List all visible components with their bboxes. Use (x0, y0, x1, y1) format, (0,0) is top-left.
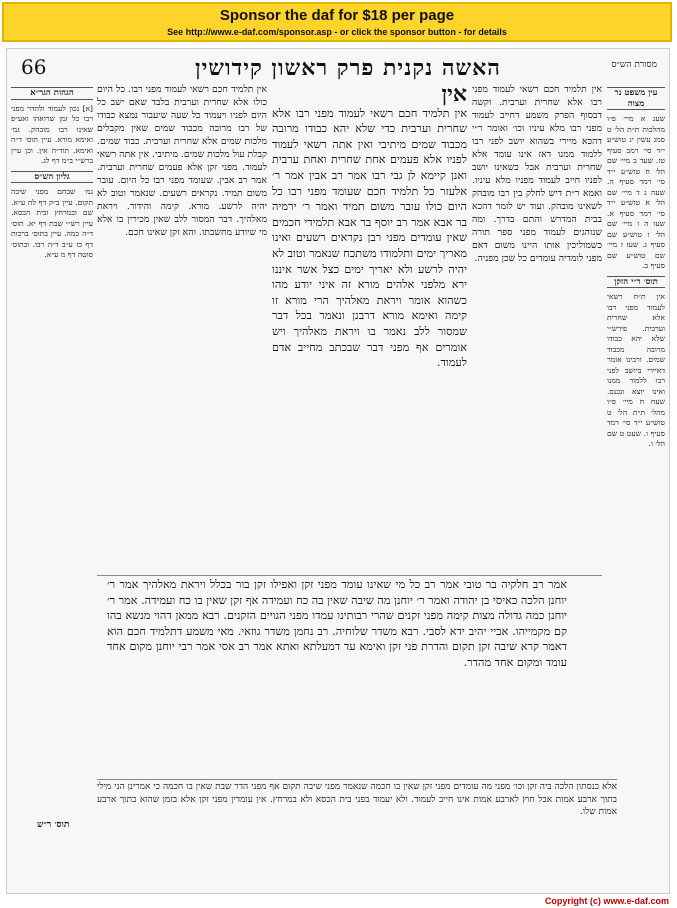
tosafot-rash-label: תוס׳ ר״ש (37, 820, 70, 830)
gemara-top-text: אין תלמיד חכם רשאי לעמוד מפני רבו אלא שחרית וערבית כדי שלא יהא כבודו מרובה מכבוד שמים מיתיבי ואין אתה רשאי לעמוד לפניו אלא פעמים אחת שחרית ואחת ערבית ואנן קיימא לן גבי רבו אמר רב אבין אמר ר׳ אלעזר כל תלמיד חכם שעומד מפני רבו כל היום כולו עובר משום תמיד ואמר ר׳ ירמיה בר אבא אמר רב יוסף בר אבא תלמידי חכמים שאין עומדים מפני רבן נקראים רשעים ואינו מאריך ימים ותלמודו משתכח שנאמר וטוב לא יהיה לרשע ולא יאריך ימים כצל אשר איננו ירא מלפני אלהים מורא זה איני יודע מהו כשהוא אומר ויראת מאלהיך הרי מורא זו קימה ואימא מורא דרבנן ונאמר בכל דבר שמסור ללב נאמר בו ויראת מאלהיך ויש אומרים אף מפני דבר שבכתב מחייב אדם לעמוד. (272, 106, 467, 370)
tosafot-rid-text: אין ת״ח רשאי לעמוד מפני רבו אלא שחרית וערבית. פירש״י שלא יהא כבודו מרובה מכבוד שמים. ורבינו אומר דאיירי ביושב לפני רבו ללמוד ממנו ואינו יוצא ונכנס. שעח ח מיי׳ פ״ו מהל׳ ת״ת הל׳ ט טוש״ע י״ד סי׳ רמד סעיף ו. שעט ט שם הל׳ ו. (607, 292, 665, 448)
daf-page (6, 48, 670, 894)
tosafot-text: אין תלמיד חכם רשאי לעמוד מפני רבו אלא שחרית וערבית. וקשה דבסוף הפרק משמע דחייב לעמוד מפני רבו מלא עיניו וכו׳ ואומר ר״י דהכא מיירי בשהוא יושב לפני רבו ללמוד ממנו דאז אינו עומד אלא שחרית וערבית אבל כשאינו יושב לפניו חייב לעמוד מפניו מלא עיניו. ואמא ר״ת דיש לחלק בין רבו מובהק לשאינו מובהק. ועוד יש לומר דהכא בבית המדרש והתם בדרך. ומה שנוהגים לעמוד מפני ספר תורה כשמוליכין אותו היינו משום דאם מפני לומדיה עומדים כל שכן מפניה. (472, 84, 602, 264)
bottom-commentary (97, 781, 617, 886)
side-notes-right (607, 83, 665, 883)
sponsor-title[interactable]: Sponsor the daf for $18 per page (219, 7, 455, 24)
rashi-text: אין תלמיד חכם רשאי לעמוד מפני רבו. כל היום כולו אלא שחרית וערבית בלבד שאם ישב כל היום לפניו ויעמוד כל שעה שיעבור נמצא כבודו של רבו מרובה מכבוד שמים שאין מקבלים מלכות שמים אלא שחרית וערבית. כבוד שמים. קבלת עול מלכות שמים. מיתיבי. אין אתה רשאי לעמוד. מפני זקן אלא פעמים שחרית וערבית. אמר רב אבין. שעומד מפני רבו כל היום. עובר משום תמיד. נקראים רשעים. שנאמר וטוב לא יהיה לרשע. מורא. קימה והידור. ויראת מאלהיך. דבר המסור ללב שאין מכירין בו אלא מי שיודע מחשבתו. והא זקן שאינו חכם. (97, 84, 267, 238)
page-number: 66 (21, 55, 47, 79)
gemara-bottom-paragraph: אמר רב חלקיה בר טובי אמר רב כל מי שאינו עומד מפני זקן ואפילו זקן בור בכלל ויראת מאלהיך אמר ר׳ יוחנן הלכה כאיסי בן יהודה ואמר ר׳ יוחנן מה שיבה שאין בה כח ועמידה אף זקן שאין בו כח ועמידה. אמר ר׳ יוחנן כמה גדולה מצות קימה מפני זקנים שהרי רבותינו עמדו מפני הגויים הזקנים. רבא ממאן דהוי מנשא בהו קם מקמייהו. אביי יהיב ידא לסבי. רבא משדר שלוחיה. רב נחמן משדר גוזאי. מאי משמע דתלמיד חכם הוא דאמר קרא שיבה זקן תקום והדרת פני זקן ואימא עד דמעלתא ואתא אמר רב אסי אמר רבי יוחנן מקום אחד עומד ומקום אחד מהדר. (107, 578, 567, 669)
section-divider (97, 575, 602, 576)
rashi-commentary (97, 83, 267, 573)
tosafot-commentary (472, 83, 602, 573)
hagahot-text: [א] נכון לעמוד ולהדר מפני רבו כל זמן שרואהו ואע״פ שאינו רבו מובהק. גמ׳ ואימא מורא. עיין תוס׳ ד״ה ואימא. תוד״ה אין. וכן עיין ברש״י ב״מ דף לג. (11, 103, 93, 165)
bottom-divider (97, 779, 617, 780)
bottom-commentary-text: אלא כנסתון הלכה ביה זקן וכו׳ מפני מה עומדים מפני זקן שאין בו חכמה שנאמר מפני שיבה תקום אף מפני הדר שבת שאין בו חכמה כי אמרינן הני מילי בתוך ארבע אמות אבל חוץ לארבע אמות אינו חייב לעמוד. ולא יעמוד בפני בית הכסא ולא במרחץ. אין עומדין מפני זקן אלא בזמן שהוא בתוך ארבע אמות שלו. (97, 782, 617, 817)
gemara-bottom-text (107, 577, 567, 777)
sponsor-banner[interactable] (2, 2, 672, 42)
gilyon-title: גליון הש״ס (11, 171, 93, 184)
gemara-opening-word: אין (441, 83, 467, 107)
ein-mishpat-label: עין משפט נר מצוה (607, 87, 665, 110)
ein-mishpat-text: שעג א מיי׳ פ״ו מהלכות ת״ת הל׳ ט סמג עשין יג טוש״ע י״ד סי׳ רמב סעיף טז. שעד ב מיי׳ שם הל׳ ח טוש״ע י״ד סי׳ רמד סעיף ה. שעה ג ד מיי׳ שם הל׳ א טוש״ע י״ד סי׳ רמד סעיף א. שעו ה ו מיי׳ שם הל׳ ו טוש״ע שם סעיף ג. שעז ז מיי׳ שם טוש״ע שם סעיף ב. (607, 114, 665, 270)
hagahot-title: הגהות הגר״א (11, 87, 93, 100)
copyright-link[interactable]: Copyright (c) www.e-daf.com (544, 896, 669, 906)
gilyon-text: גמ׳ שבחם מפני שיבה תקום. עיין ב״ק דף לח ע״א. שם ובמרחץ ובית הכסא. עיין רש״י שבת דף יא. תוס׳ ד״ה כמה. עיין בתוס׳ ברכות דף כז ע״ב ד״ה רבו. ובתוס׳ סוטה דף מ ע״א. (11, 187, 93, 259)
gemara-main-text (272, 83, 467, 573)
page-header (13, 55, 663, 83)
running-head: האשה נקנית פרק ראשון קידושין (195, 55, 501, 81)
sponsor-subtitle[interactable]: See http://www.e-daf.com/sponsor.asp - or click the sponsor button - for details (167, 27, 507, 37)
tosafot-rid-title: תוס׳ ר״י הזקן (607, 276, 665, 289)
masoret-hashas-label: מסורת הש״ס (611, 60, 657, 70)
side-notes-left (11, 83, 93, 883)
